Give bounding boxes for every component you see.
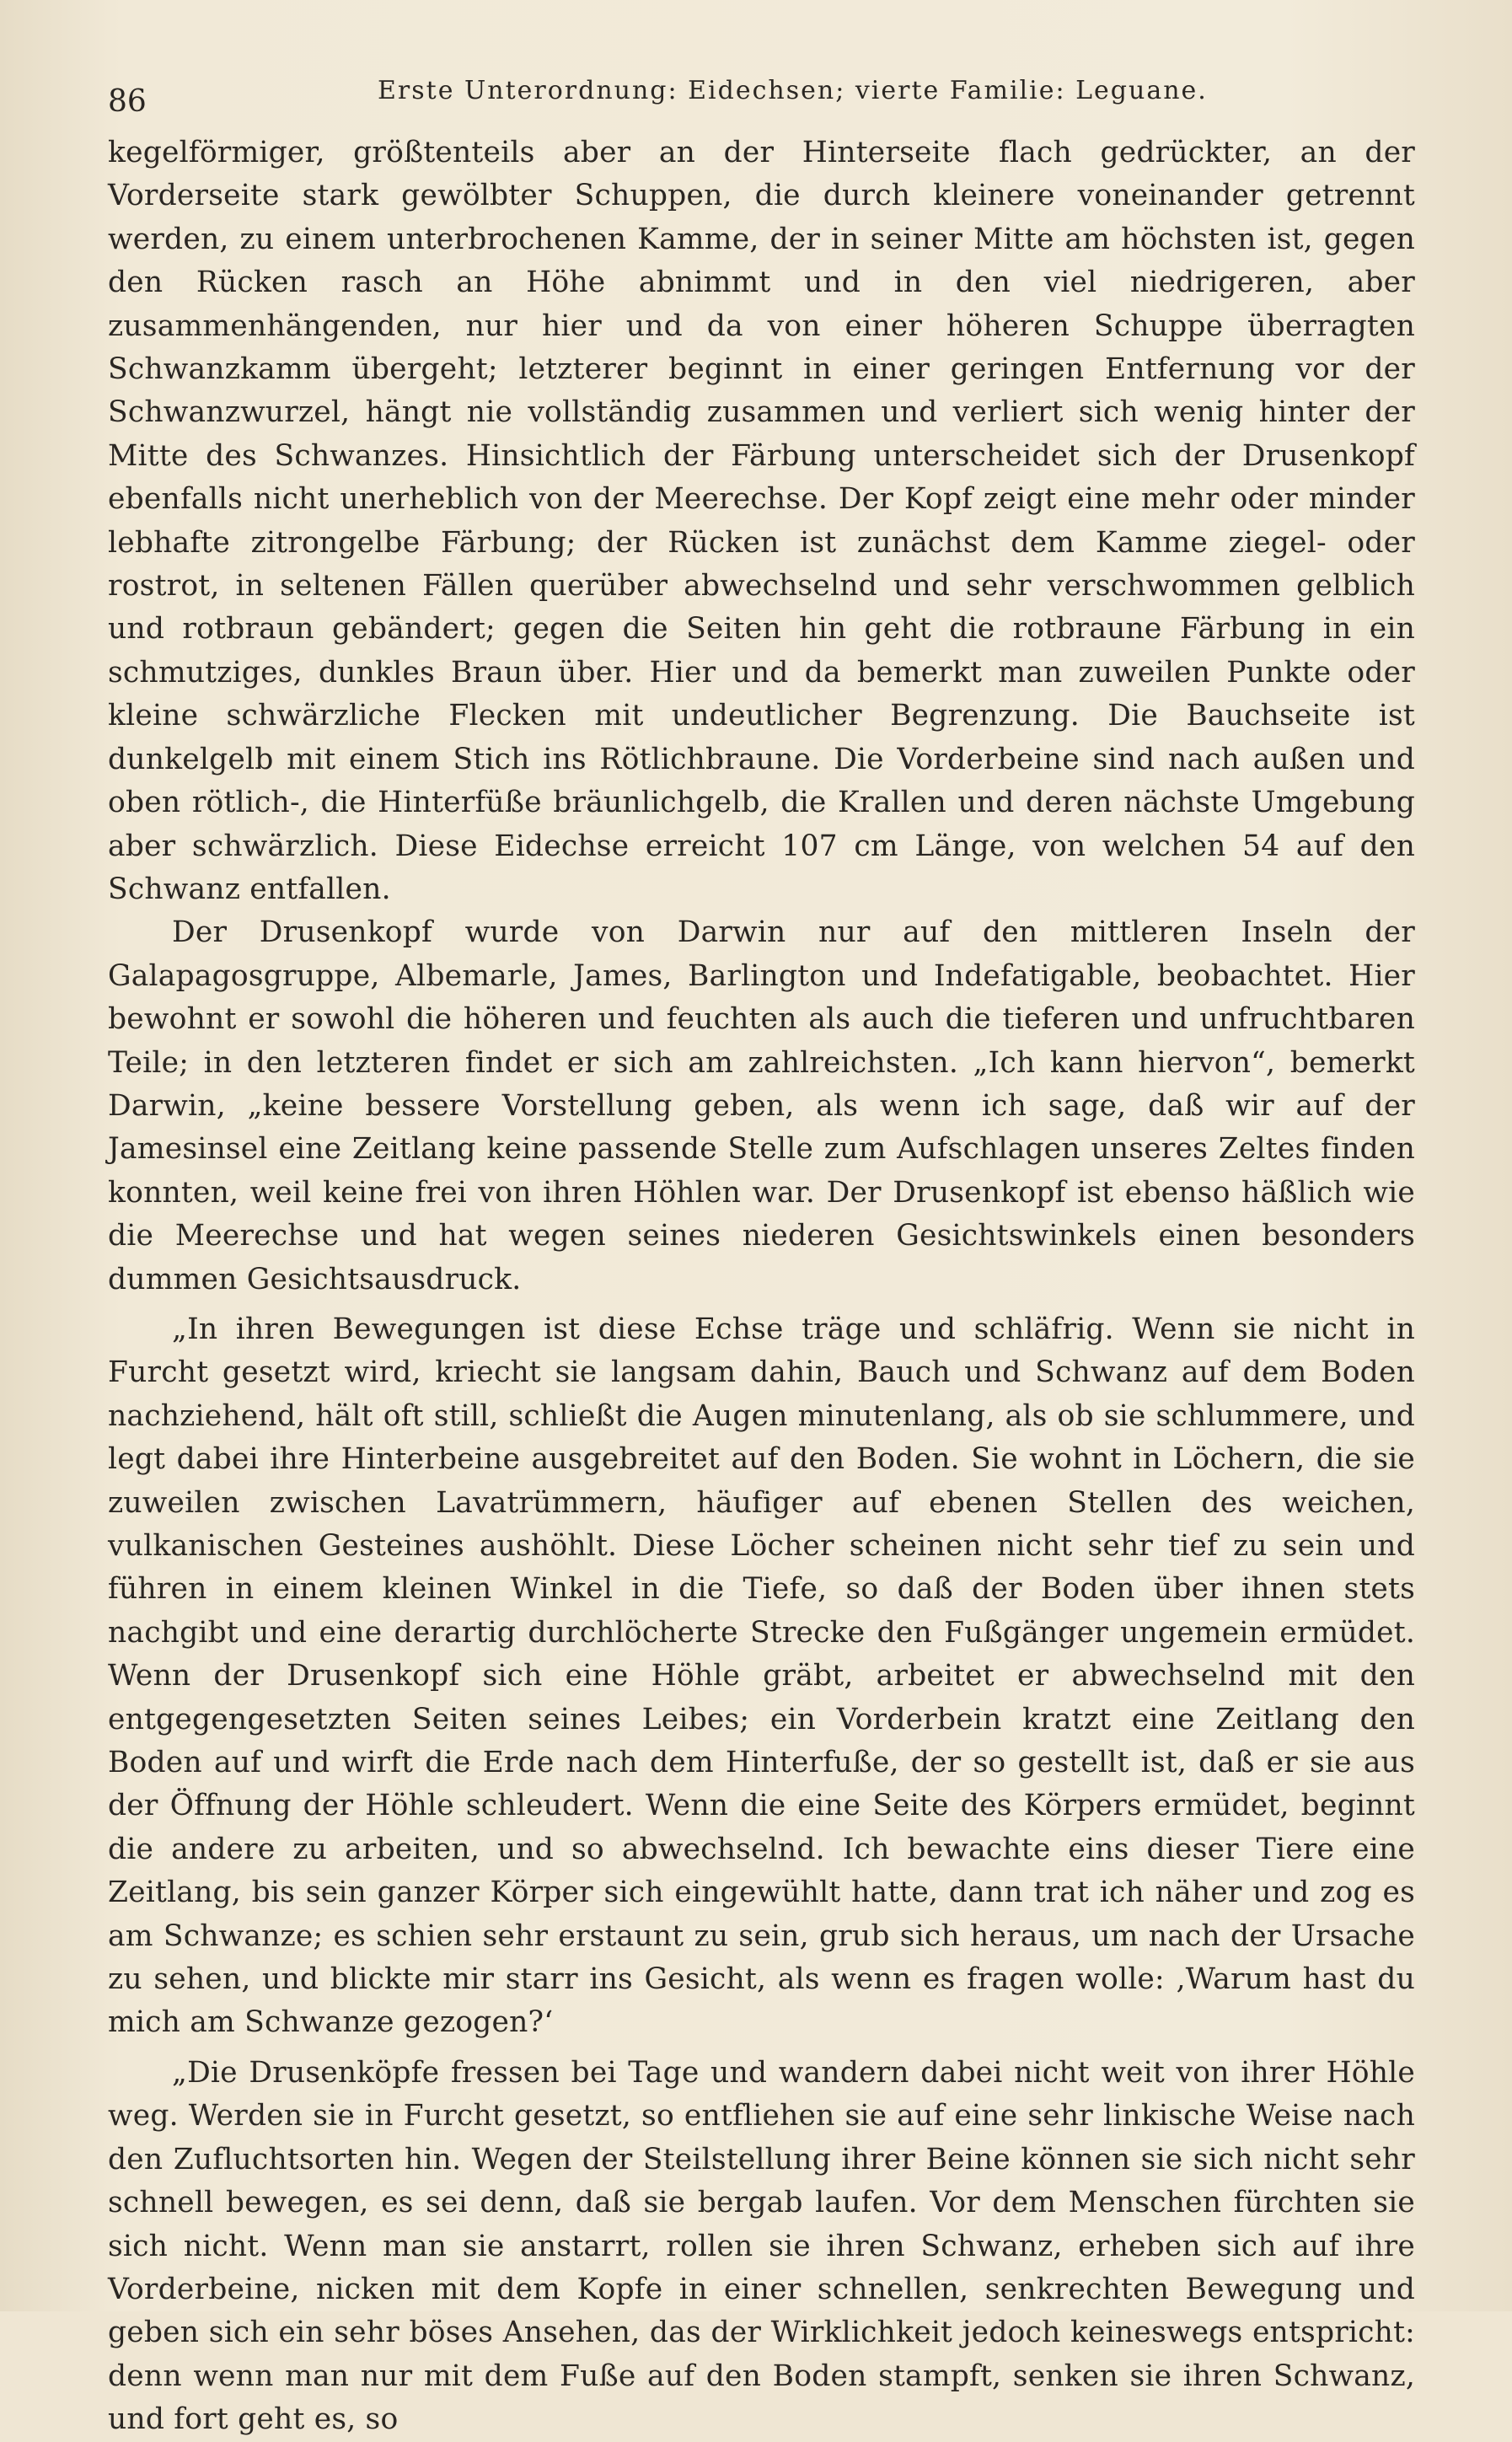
paragraph-feeding: „Die Drusenköpfe fressen bei Tage und wandern dabei nicht weit von ihrer Höhle weg. Werden sie in Furcht gesetzt, so entfliehen sie auf eine sehr linkische Weise nach den Zufluchtsorten hin. Wegen der Steilstellung ihrer Beine können sie sich nicht sehr schnell bewegen, es sei denn, daß sie bergab laufen. Vor dem Menschen fürchten sie sich nicht. Wenn man sie anstarrt, rollen sie ihren Schwanz, erheben sich auf ihre Vorderbeine, nicken mit dem Kopfe in einer schnellen, senkrechten Bewegung und geben sich ein sehr böses Ansehen, das der Wirklichkeit jedoch keineswegs entspricht: denn wenn man nur mit dem Fuße auf den Boden stampft, senken sie ihren Schwanz, und fort geht es, so	[108, 2055, 1415, 2437]
paragraph-distribution: Der Drusenkopf wurde von Darwin nur auf den mittleren Inseln der Galapagosgruppe, Albemarle, James, Barlington und Indefatigable, beobachtet. Hier bewohnt er sowohl die höheren und feuchten als auch die tieferen und unfruchtbaren Teile; in den letzteren findet er sich am zahlreichsten. „Ich kann hiervon“, bemerkt Darwin, „keine bessere Vorstellung geben, als wenn ich sage, daß wir auf der Jamesinsel eine Zeitlang keine passende Stelle zum Aufschlagen unseres Zeltes finden konnten, weil keine frei von ihren Höhlen war. Der Drusenkopf ist ebenso häßlich wie die Meerechse und hat wegen seines niederen Gesichtswinkels einen besonders dummen Gesichtsausdruck.	[108, 915, 1415, 1296]
running-head: Erste Unterordnung: Eidechsen; vierte Familie: Leguane.	[378, 76, 1208, 105]
paragraph-behaviour: „In ihren Bewegungen ist diese Echse träge und schläfrig. Wenn sie nicht in Furcht gesetzt wird, kriecht sie langsam dahin, Bauch und Schwanz auf dem Boden nachziehend, hält oft still, schließt die Augen minutenlang, als ob sie schlummere, und legt dabei ihre Hinterbeine ausgebreitet auf den Boden. Sie wohnt in Löchern, die sie zuweilen zwischen Lavatrümmern, häufiger auf ebenen Stellen des weichen, vulkanischen Gesteines aushöhlt. Diese Löcher scheinen nicht sehr tief zu sein und führen in einem kleinen Winkel in die Tiefe, so daß der Boden über ihnen stets nachgibt und eine derartig durchlöcherte Strecke den Fußgänger ungemein ermüdet. Wenn der Drusenkopf sich eine Höhle gräbt, arbeitet er abwechselnd mit den entgegengesetzten Seiten seines Leibes; ein Vorderbein kratzt eine Zeitlang den Boden auf und wirft die Erde nach dem Hinterfuße, der so gestellt ist, daß er sie aus der Öffnung der Höhle schleudert. Wenn die eine Seite des Körpers ermüdet, beginnt die andere zu arbeiten, und so abwechselnd. Ich bewachte eins dieser Tiere eine Zeitlang, bis sein ganzer Körper sich eingewühlt hatte, dann trat ich näher und zog es am Schwanze; es schien sehr erstaunt zu sein, grub sich heraus, um nach der Ursache zu sehen, und blickte mir starr ins Gesicht, als wenn es fragen wolle: ‚Warum hast du mich am Schwanze gezogen?‘	[108, 1312, 1415, 2040]
paragraph-description: kegelförmiger, größtenteils aber an der Hinterseite flach gedrückter, an der Vorderseite stark gewölbter Schuppen, die durch kleinere voneinander getrennt werden, zu einem unterbrochenen Kamme, der in seiner Mitte am höchsten ist, gegen den Rücken rasch an Höhe abnimmt und in den viel niedrigeren, aber zusammenhängenden, nur hier und da von einer höheren Schuppe überragten Schwanzkamm übergeht; letzterer beginnt in einer geringen Entfernung vor der Schwanzwurzel, hängt nie vollständig zusammen und verliert sich wenig hinter der Mitte des Schwanzes. Hinsichtlich der Färbung unterscheidet sich der Drusenkopf ebenfalls nicht unerheblich von der Meerechse. Der Kopf zeigt eine mehr oder minder lebhafte zitrongelbe Färbung; der Rücken ist zunächst dem Kamme ziegel- oder rostrot, in seltenen Fällen querüber abwechselnd und sehr verschwommen gelblich und rotbraun gebändert; gegen die Seiten hin geht die rotbraune Färbung in ein schmutziges, dunkles Braun über. Hier und da bemerkt man zuweilen Punkte oder kleine schwärzliche Flecken mit undeutlicher Begrenzung. Die Bauchseite ist dunkelgelb mit einem Stich ins Rötlichbraune. Die Vorderbeine sind nach außen und oben rötlich-, die Hinterfüße bräunlichgelb, die Krallen und deren nächste Umgebung aber schwärzlich. Diese Eidechse erreicht 107 cm Länge, von welchen 54 auf den Schwanz entfallen.	[108, 136, 1415, 906]
body-text	[108, 131, 1415, 2442]
page-number: 86	[108, 84, 147, 119]
page-header	[108, 51, 1415, 119]
